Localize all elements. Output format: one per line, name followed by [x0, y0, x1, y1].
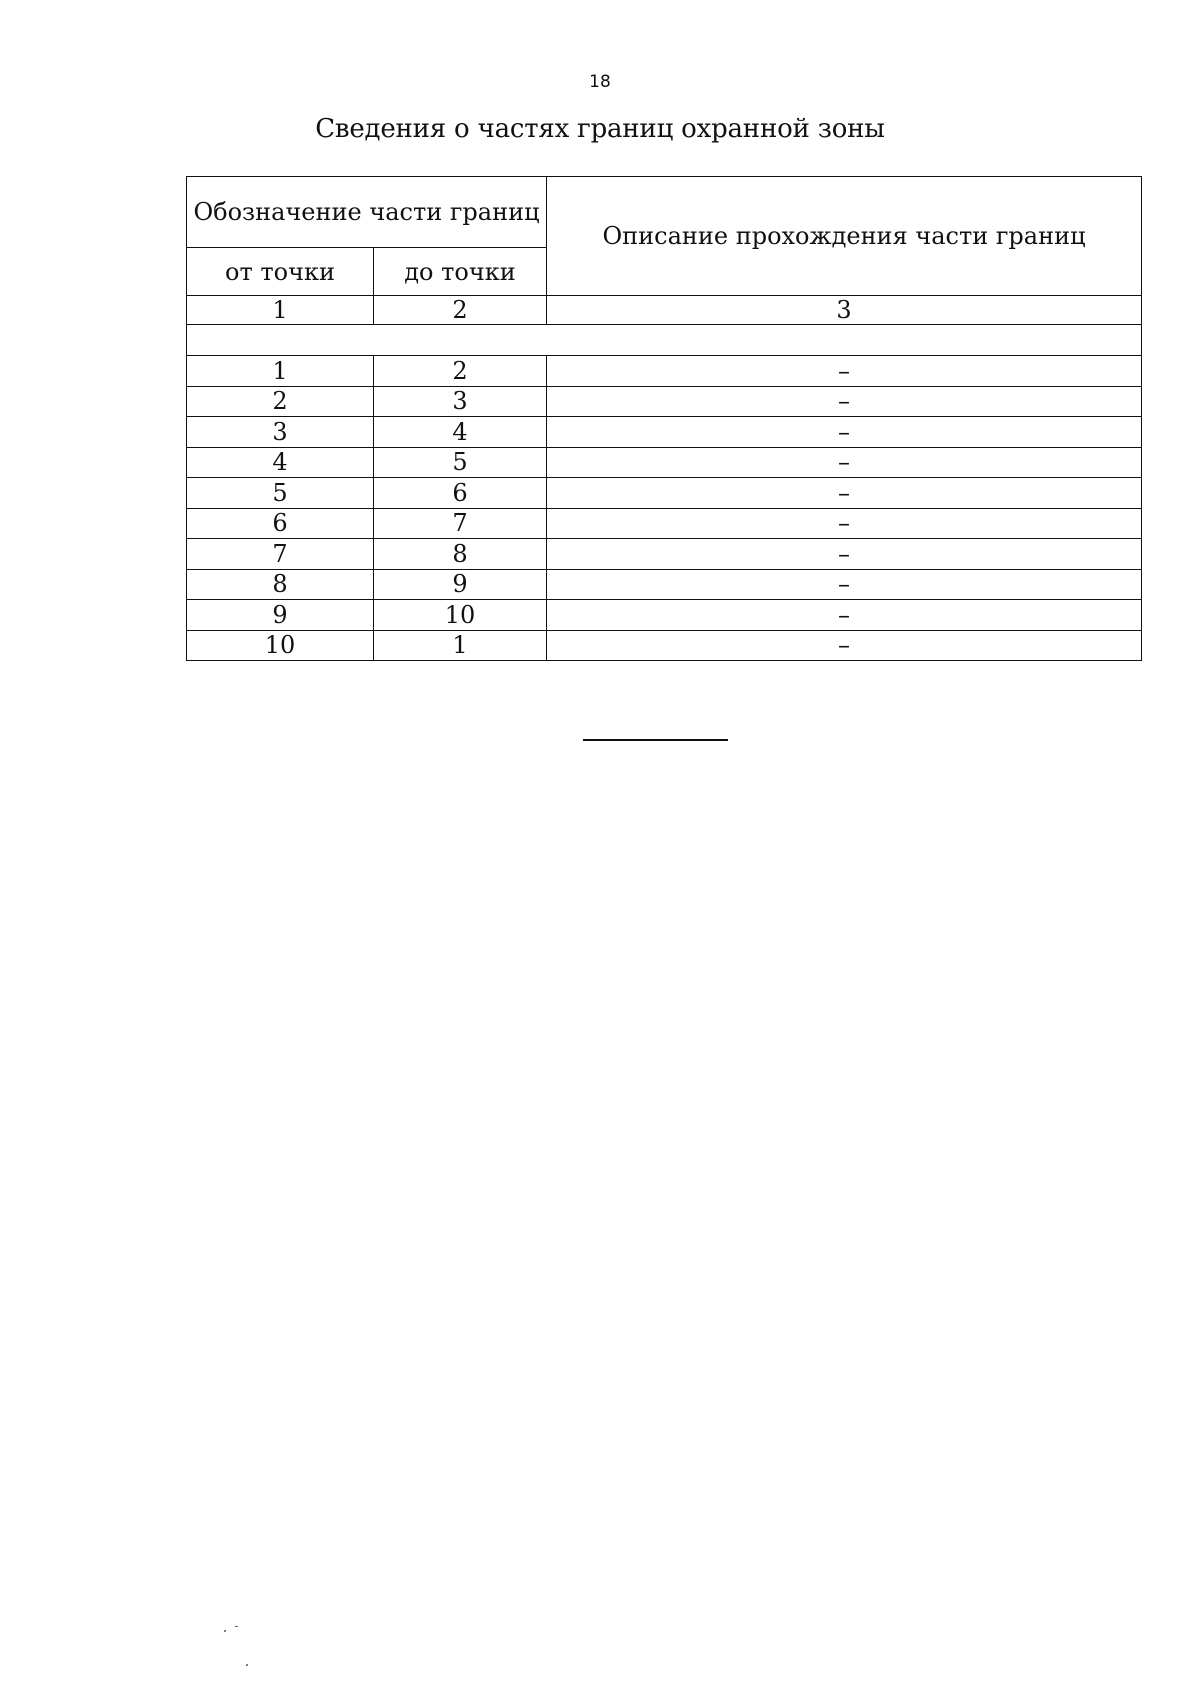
description-cell: – [547, 386, 1142, 417]
from-point-cell: 1 [187, 356, 374, 387]
description-cell: – [547, 508, 1142, 539]
description-cell: – [547, 630, 1142, 661]
to-point-cell: 8 [374, 539, 547, 570]
boundary-parts-table [186, 176, 1142, 661]
table-row [187, 630, 1142, 661]
to-point-cell: 7 [374, 508, 547, 539]
to-point-cell: 10 [374, 600, 547, 631]
from-point-cell: 4 [187, 447, 374, 478]
to-point-cell: 6 [374, 478, 547, 509]
column-number-row [187, 296, 1142, 325]
to-point-cell: 5 [374, 447, 547, 478]
header-description: Описание прохождения части границ [547, 177, 1142, 296]
to-point-cell: 9 [374, 569, 547, 600]
description-cell: – [547, 447, 1142, 478]
from-point-cell: 2 [187, 386, 374, 417]
table-row [187, 386, 1142, 417]
description-cell: – [547, 417, 1142, 448]
empty-section-row [187, 325, 1142, 356]
header-designation: Обозначение части границ [187, 177, 547, 248]
scan-artifact [246, 1664, 248, 1666]
table-row [187, 417, 1142, 448]
table-row [187, 569, 1142, 600]
header-from-point: от точки [187, 248, 374, 296]
table-row [187, 600, 1142, 631]
from-point-cell: 3 [187, 417, 374, 448]
scan-artifact [235, 1626, 238, 1627]
description-cell: – [547, 356, 1142, 387]
to-point-cell: 3 [374, 386, 547, 417]
closing-divider [583, 739, 728, 741]
from-point-cell: 10 [187, 630, 374, 661]
from-point-cell: 6 [187, 508, 374, 539]
column-number: 3 [547, 296, 1142, 325]
table-row [187, 539, 1142, 570]
from-point-cell: 7 [187, 539, 374, 570]
header-to-point: до точки [374, 248, 547, 296]
description-cell: – [547, 600, 1142, 631]
page-title: Сведения о частях границ охранной зоны [315, 114, 885, 144]
to-point-cell: 1 [374, 630, 547, 661]
scan-artifact [224, 1630, 226, 1632]
from-point-cell: 5 [187, 478, 374, 509]
to-point-cell: 2 [374, 356, 547, 387]
column-number: 1 [187, 296, 374, 325]
to-point-cell: 4 [374, 417, 547, 448]
page-number: 18 [589, 72, 611, 92]
table-row [187, 356, 1142, 387]
description-cell: – [547, 569, 1142, 600]
empty-section-cell [187, 325, 1142, 356]
from-point-cell: 9 [187, 600, 374, 631]
table-row [187, 508, 1142, 539]
table-row [187, 478, 1142, 509]
description-cell: – [547, 478, 1142, 509]
description-cell: – [547, 539, 1142, 570]
column-number: 2 [374, 296, 547, 325]
table-row [187, 447, 1142, 478]
from-point-cell: 8 [187, 569, 374, 600]
